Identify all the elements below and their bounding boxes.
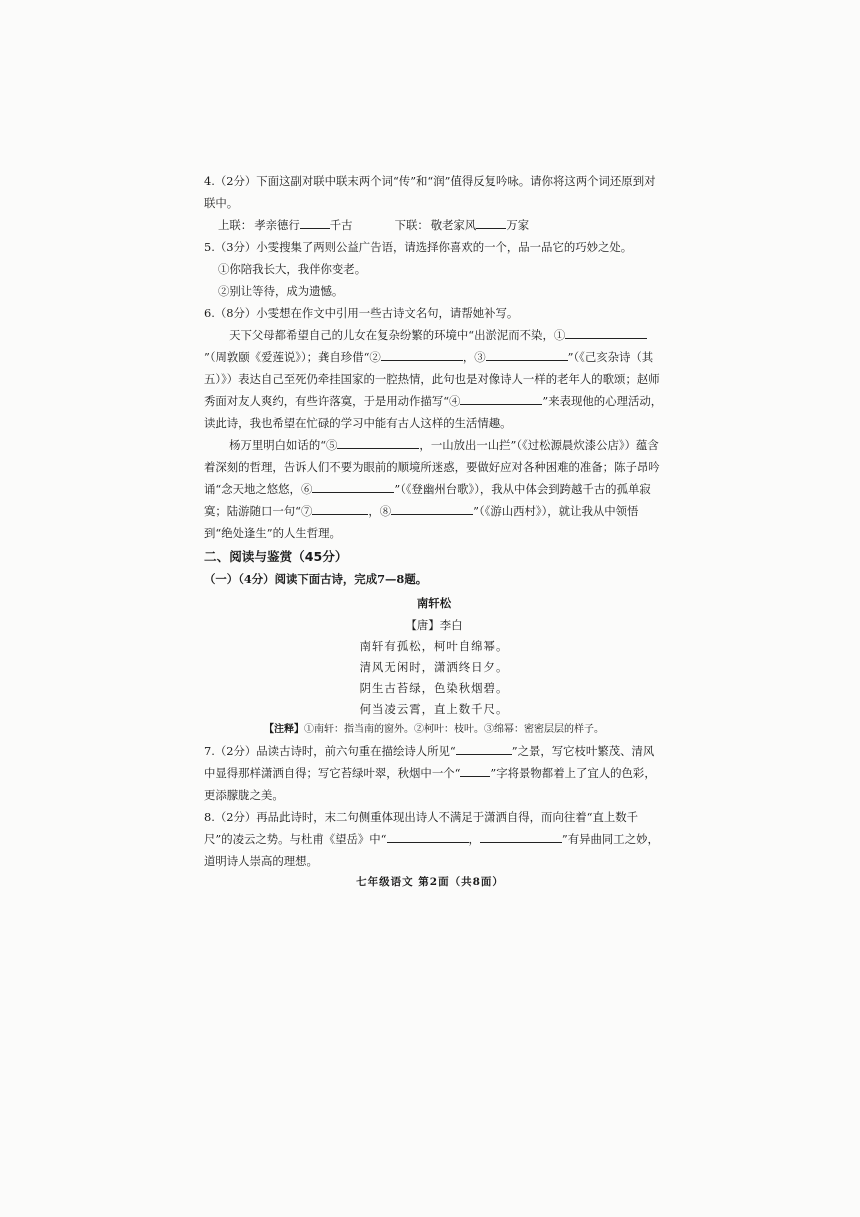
lower-couplet-blank[interactable] xyxy=(476,216,506,229)
question-8 xyxy=(204,806,664,872)
upper-couplet-label: 上联： xyxy=(218,218,253,232)
section-2-title: 二、阅读与鉴赏（45分） xyxy=(204,549,348,564)
q6-p1-text-c: ，③ xyxy=(462,350,486,364)
question-5-stem: 5.（3分）小雯搜集了两则公益广告语，请选择你喜欢的一个，品一品它的巧妙之处。 xyxy=(204,240,633,254)
q6-p1-text-b: ”（周敦颐《爱莲说》）；龚自珍借“② xyxy=(204,350,381,364)
q7-text-b: ”之景，写它枝叶繁茂、清风中显得那样潇洒自得；写它苔绿叶翠，秋烟中一个“ xyxy=(204,744,655,780)
q6-p2-text-b: ，一山放出一山拦”（《过松源晨炊漆公店》）蕴含着深刻的哲理，告诉人们不要为眼前的顺境所迷惑，要做好应对各种困难的准备；陈子昂吟诵“念天地之悠悠，⑥ xyxy=(204,438,660,496)
blank-6[interactable] xyxy=(312,480,394,493)
q8-text-c: ”有异曲同工之妙，道明诗人崇高的理想。 xyxy=(204,832,659,868)
question-6-stem: 6.（8分）小雯想在作文中引用一些古诗文名句，请帮她补写。 xyxy=(204,306,519,320)
lower-couplet-text-b: 万家 xyxy=(506,218,530,232)
poem-author: 【唐】李白 xyxy=(405,618,463,632)
q6-p2-text-a: 杨万里明白如话的“⑤ xyxy=(229,438,338,452)
question-6-paragraph-2 xyxy=(204,434,664,544)
blank-7[interactable] xyxy=(312,502,368,515)
q7-blank-1[interactable] xyxy=(456,742,512,755)
question-5-option-2: ②别让等待，成为遗憾。 xyxy=(218,284,344,298)
poem-line-3: 阴生古苔绿，色染秋烟碧。 xyxy=(359,681,509,695)
blank-5[interactable] xyxy=(337,436,419,449)
q8-text-b: ， xyxy=(468,832,480,846)
blank-2[interactable] xyxy=(381,348,463,361)
q6-p1-text-e: ”来表现他的心理活动，读此诗，我也希望在忙碌的学习中能有古人这样的生活情趣。 xyxy=(204,394,663,430)
q7-text-c: ”字将景物都着上了宜人的色彩，更添朦胧之美。 xyxy=(204,766,656,802)
poem-line-2: 清风无闲时，潇洒终日夕。 xyxy=(359,660,509,674)
question-7 xyxy=(204,740,664,806)
part-1-title: （一）（4分）阅读下面古诗，完成7—8题。 xyxy=(204,572,428,586)
exam-content xyxy=(204,170,664,872)
poem-line-1: 南轩有孤松，柯叶自绵幂。 xyxy=(359,639,509,653)
blank-3[interactable] xyxy=(486,348,568,361)
poem-note-text: ①南轩：指当南的窗外。②柯叶：枝叶。③绵幂：密密层层的样子。 xyxy=(304,724,604,735)
q8-text-a: 8.（2分）再品此诗时，末二句侧重体现出诗人不满足于潇洒自得，而向往着“直上数千尺”的凌云之势。与杜甫《望岳》中“ xyxy=(204,810,639,846)
poem-note xyxy=(204,720,664,740)
lower-couplet-label: 下联： xyxy=(394,218,429,232)
page-footer: 七年级语文 第2面（共8面） xyxy=(356,876,504,888)
poem-note-label: 【注释】 xyxy=(264,724,304,735)
upper-couplet-text-b: 千古 xyxy=(329,218,353,232)
q6-p2-text-d: ，⑧ xyxy=(368,504,392,518)
poem-line-4: 何当凌云霄，直上数千尺。 xyxy=(359,702,509,716)
q7-blank-2[interactable] xyxy=(460,764,490,777)
poem-title: 南轩松 xyxy=(416,596,452,610)
q6-p1-text-a: 天下父母都希望自己的儿女在复杂纷繁的环境中“出淤泥而不染，① xyxy=(229,328,566,342)
question-4-couplet xyxy=(204,214,664,236)
blank-4[interactable] xyxy=(460,392,542,405)
q7-text-a: 7.（2分）品读古诗时，前六句重在描绘诗人所见“ xyxy=(204,744,456,758)
q8-blank-1[interactable] xyxy=(387,830,469,843)
question-5-option-1: ①你陪我长大，我伴你变老。 xyxy=(218,262,367,276)
question-6-paragraph-1 xyxy=(204,324,664,434)
q6-p2-text-e: ”（《游山西村》），就让我从中领悟到“绝处逢生”的人生哲理。 xyxy=(204,504,639,540)
lower-couplet-text-a: 敬老家风 xyxy=(430,218,477,232)
question-4-stem: 4.（2分）下面这副对联中联末两个词“传”和“润”值得反复吟咏。请你将这两个词还原到对联中。 xyxy=(204,174,656,210)
upper-couplet-blank[interactable] xyxy=(300,216,330,229)
upper-couplet-text-a: 孝亲德行 xyxy=(254,218,300,232)
q6-p1-text-d: ”（《己亥杂诗（其五）》）表达自己至死仍牵挂国家的一腔热情，此句也是对像诗人一样的老年人的歌颂；赵师秀面对友人爽约，有些许落寞，于是用动作描写“④ xyxy=(204,350,660,408)
q8-blank-2[interactable] xyxy=(480,830,562,843)
q6-p2-text-c: ”（《登幽州台歌》），我从中体会到跨越千古的孤单寂寞；陆游随口一句“⑦ xyxy=(204,482,651,518)
blank-1[interactable] xyxy=(565,326,647,339)
blank-8[interactable] xyxy=(391,502,473,515)
